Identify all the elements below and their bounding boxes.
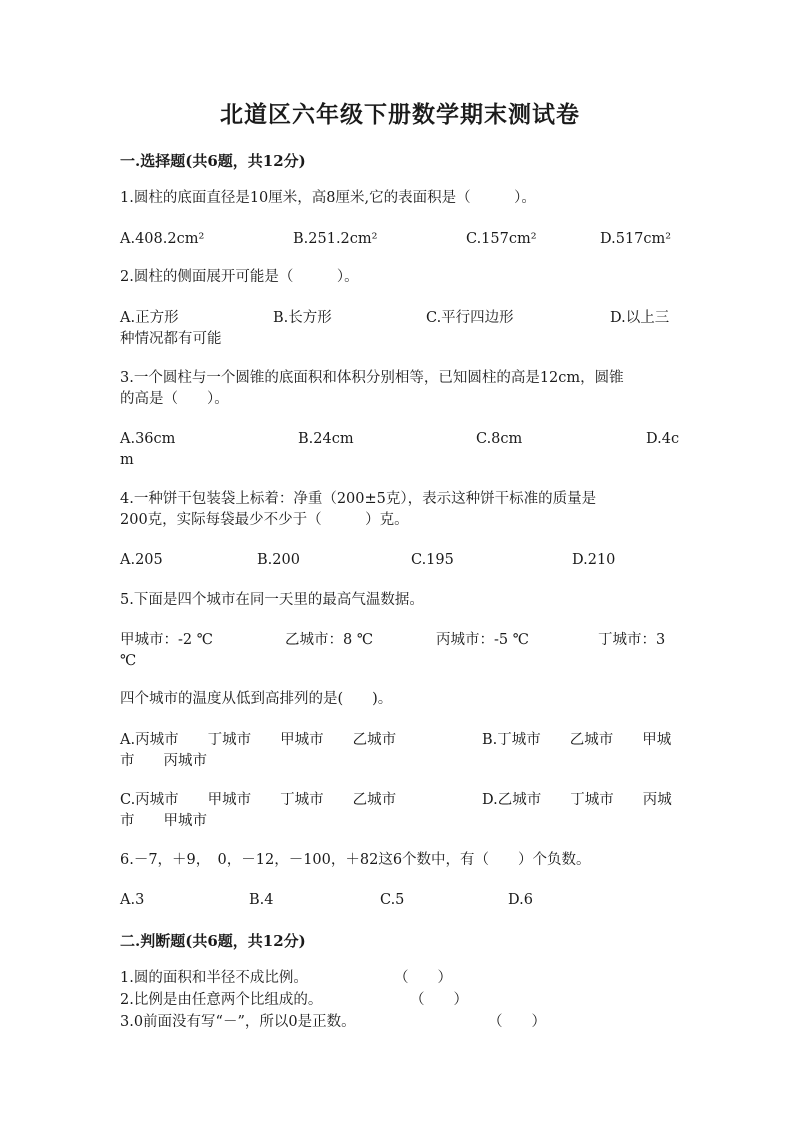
q5-temp-bing: 丙城市：-5 ℃ [436, 632, 529, 648]
judgment-item-3-blank: （ ） [488, 1014, 546, 1030]
q1-option-c: C.157cm² [466, 231, 537, 247]
question-2: 2.圆柱的侧面展开可能是（ ）。 [120, 269, 359, 285]
q5-option-b-continuation: 市 丙城市 [120, 753, 207, 769]
page-title: 北道区六年级下册数学期末测试卷 [220, 101, 580, 128]
q4-option-c: C.195 [411, 552, 454, 568]
q6-option-c: C.5 [380, 892, 405, 908]
question-3-line-2: 的高是（ ）。 [120, 391, 229, 407]
section-heading-judgment: 二.判断题(共6题，共12分) [120, 932, 306, 950]
question-1: 1.圆柱的底面直径是10厘米，高8厘米,它的表面积是（ ）。 [120, 190, 536, 206]
q5-option-d-continuation: 市 甲城市 [120, 813, 207, 829]
judgment-item-1: 1.圆的面积和半径不成比例。 [120, 970, 308, 986]
q3-option-b: B.24cm [298, 431, 354, 447]
judgment-item-2: 2.比例是由任意两个比组成的。 [120, 992, 323, 1008]
question-4-line-2: 200克，实际每袋最少不少于（ ）克。 [120, 512, 409, 528]
q1-option-a: A.408.2cm² [120, 231, 205, 247]
q2-option-b: B.长方形 [273, 310, 332, 326]
question-6: 6.－7，＋9， 0，－12，－100，＋82这6个数中，有（ ）个负数。 [120, 852, 591, 868]
q2-option-d-continuation: 种情况都有可能 [120, 331, 222, 347]
q3-option-d-continuation: m [120, 452, 134, 468]
question-5-prompt: 四个城市的温度从低到高排列的是( )。 [120, 691, 393, 707]
question-3-line-1: 3.一个圆柱与一个圆锥的底面积和体积分别相等，已知圆柱的高是12cm，圆锥 [120, 370, 624, 386]
judgment-item-1-blank: （ ） [394, 970, 452, 986]
q5-temp-ding: 丁城市：3 [598, 632, 666, 648]
q4-option-d: D.210 [572, 552, 616, 568]
q5-option-d: D.乙城市 丁城市 丙城 [482, 792, 672, 808]
question-5: 5.下面是四个城市在同一天里的最高气温数据。 [120, 592, 424, 608]
q5-option-a: A.丙城市 丁城市 甲城市 乙城市 [120, 732, 397, 748]
q5-option-c: C.丙城市 甲城市 丁城市 乙城市 [120, 792, 397, 808]
q6-option-d: D.6 [508, 892, 533, 908]
q3-option-d: D.4c [646, 431, 680, 447]
judgment-item-2-blank: （ ） [410, 992, 468, 1008]
q4-option-b: B.200 [257, 552, 300, 568]
q1-option-d: D.517cm² [600, 231, 672, 247]
q5-temp-jia: 甲城市：-2 ℃ [120, 632, 213, 648]
q1-option-b: B.251.2cm² [293, 231, 378, 247]
q6-option-b: B.4 [249, 892, 274, 908]
section-heading-choice: 一.选择题(共6题，共12分) [120, 152, 306, 170]
q5-option-b: B.丁城市 乙城市 甲城 [482, 732, 672, 748]
q6-option-a: A.3 [120, 892, 145, 908]
q4-option-a: A.205 [120, 552, 163, 568]
q2-option-c: C.平行四边形 [426, 310, 514, 326]
q5-temp-yi: 乙城市：8 ℃ [285, 632, 374, 648]
q3-option-a: A.36cm [120, 431, 176, 447]
question-4-line-1: 4.一种饼干包装袋上标着：净重（200±5克），表示这种饼干标准的质量是 [120, 491, 597, 507]
judgment-item-3: 3.0前面没有写“－”，所以0是正数。 [120, 1014, 356, 1030]
q2-option-d: D.以上三 [610, 310, 670, 326]
q3-option-c: C.8cm [476, 431, 523, 447]
q5-temp-continuation: ℃ [120, 653, 137, 669]
q2-option-a: A.正方形 [120, 310, 179, 326]
